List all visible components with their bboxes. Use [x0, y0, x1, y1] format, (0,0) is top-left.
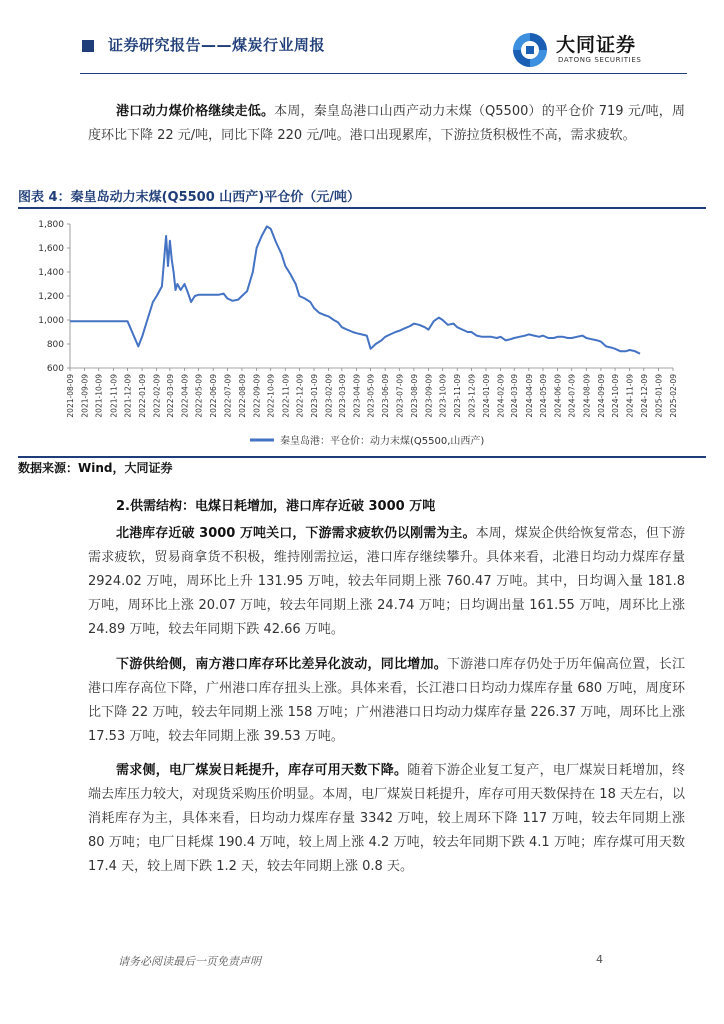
x-tick-label: 2024-01-09 — [481, 374, 491, 418]
y-tick-label: 600 — [46, 364, 64, 374]
x-tick-label: 2024-06-09 — [553, 374, 563, 418]
price-line-chart — [18, 212, 706, 457]
y-tick-label: 1,800 — [38, 220, 64, 230]
x-tick-label: 2023-11-09 — [453, 374, 463, 418]
x-tick-label: 2024-09-09 — [596, 374, 606, 418]
datong-logo-icon — [510, 30, 550, 70]
data-source: 数据来源：Wind，大同证券 — [18, 461, 173, 475]
legend-label: 秦皇岛港：平仓价：动力末煤(Q5500,山西产) — [280, 436, 485, 447]
y-tick-label: 1,400 — [38, 268, 64, 278]
paragraph-body: 下游港口库存仍处于历年偏高位置，长江港口库存高位下降，广州港口库存扭头上涨。具体来看，长江港口日均动力煤库存量 680 万吨，周度环比下降 22 万吨，较去年同期上涨 158 万吨；广州港港口日均动力煤库存量 226.37 万吨，周环比上涨 17.53 万吨，较去年同期上涨 39.53 万吨。 — [88, 657, 685, 744]
x-tick-label: 2022-10-09 — [266, 374, 276, 418]
x-tick-label: 2023-10-09 — [438, 374, 448, 418]
paragraph-south-port — [88, 653, 685, 749]
x-tick-label: 2022-07-09 — [223, 374, 233, 418]
x-tick-label: 2023-12-09 — [467, 374, 477, 418]
paragraph-body: 随着下游企业复工复产，电厂煤炭日耗增加，终端去库压力较大，对现货采购压价明显。本周，电厂煤炭日耗提升，库存可用天数保持在 18 天左右，以消耗库存为主，具体来看，日均动力煤库存量 3342 万吨，较上周环下降 117 万吨，较去年同期上涨 80 万吨；电厂日耗煤 190.4 万吨，较上周上涨 4.2 万吨，较去年同期下跌 4.1 万吨；库存煤可用天数 17.4 天，较上周下跌 1.2 天，较去年同期上涨 0.8 天。 — [88, 763, 685, 874]
paragraph-north-port — [88, 522, 685, 642]
chart-series — [70, 226, 640, 353]
x-tick-label: 2024-07-09 — [567, 374, 577, 418]
x-tick-label: 2025-01-09 — [654, 374, 664, 418]
x-tick-label: 2022-02-09 — [152, 374, 162, 418]
header-square-marker — [82, 40, 94, 52]
x-tick-label: 2023-09-09 — [424, 374, 434, 418]
y-tick-label: 800 — [46, 340, 64, 350]
chart-legend — [250, 434, 484, 447]
paragraph-body: 本周，煤炭企供给恢复常态，但下游需求疲软，贸易商拿货不积极，维持刚需拉运，港口库存继续攀升。具体来看，北港日均动力煤库存量 2924.02 万吨，周环比上升 131.95 万吨，较去年同期上涨 760.47 万吨。其中，日均调入量 181.8 万吨，周环比上涨 20.07 万吨，较去年同期上涨 24.74 万吨；日均调出量 161.55 万吨，周环比上涨 24.89 万吨，较去年同期下跌 42.66 万吨。 — [88, 526, 685, 637]
x-tick-label: 2022-05-09 — [194, 374, 204, 418]
x-tick-label: 2022-03-09 — [165, 374, 175, 418]
y-axis — [38, 220, 70, 374]
y-tick-label: 1,600 — [38, 244, 64, 254]
x-tick-label: 2022-06-09 — [209, 374, 219, 418]
x-tick-label: 2024-05-09 — [538, 374, 548, 418]
x-tick-label: 2024-10-09 — [611, 374, 621, 418]
report-title: 证券研究报告——煤炭行业周报 — [108, 36, 326, 54]
page-number: 4 — [596, 953, 603, 966]
x-tick-label: 2023-06-09 — [381, 374, 391, 418]
paragraph-lead: 需求侧，电厂煤炭日耗提升，库存可用天数下降。 — [116, 763, 408, 778]
x-tick-label: 2025-02-09 — [669, 374, 678, 418]
paragraph-demand — [88, 759, 685, 879]
x-tick-label: 2023-04-09 — [352, 374, 362, 418]
series-line — [70, 226, 640, 353]
x-tick-label: 2022-08-09 — [237, 374, 247, 418]
paragraph-port-price — [88, 100, 685, 148]
x-tick-label: 2023-08-09 — [409, 374, 419, 418]
x-tick-label: 2023-07-09 — [395, 374, 405, 418]
figure-top-rule — [18, 207, 706, 209]
y-tick-label: 1,000 — [38, 316, 64, 326]
x-axis — [66, 368, 678, 418]
paragraph-lead: 下游供给侧，南方港口库存环比差异化波动，同比增加。 — [116, 657, 447, 672]
x-tick-label: 2022-12-09 — [295, 374, 305, 418]
figure-title: 图表 4：秦皇岛动力末煤(Q5500 山西产)平仓价（元/吨） — [18, 190, 360, 205]
x-tick-label: 2021-09-09 — [80, 374, 90, 418]
x-tick-label: 2024-12-09 — [639, 374, 649, 418]
x-tick-label: 2023-03-09 — [337, 374, 347, 418]
x-tick-label: 2023-05-09 — [366, 374, 376, 418]
disclaimer-note: 请务必阅读最后一页免责声明 — [118, 955, 261, 968]
page-header — [80, 28, 680, 72]
x-tick-label: 2021-11-09 — [109, 374, 119, 418]
x-tick-label: 2021-10-09 — [94, 374, 104, 418]
x-tick-label: 2024-03-09 — [510, 374, 520, 418]
logo-english-name: DATONG SECURITIES — [558, 56, 642, 64]
x-tick-label: 2024-08-09 — [582, 374, 592, 418]
x-tick-label: 2022-01-09 — [138, 374, 148, 418]
x-tick-label: 2023-02-09 — [324, 374, 334, 418]
x-tick-label: 2022-09-09 — [252, 374, 262, 418]
company-logo — [510, 30, 690, 70]
paragraph-lead: 北港库存近破 3000 万吨关口，下游需求疲软仍以刚需为主。 — [116, 526, 476, 541]
x-tick-label: 2021-08-09 — [66, 374, 75, 418]
x-tick-label: 2022-11-09 — [281, 374, 291, 418]
x-tick-label: 2022-04-09 — [180, 374, 190, 418]
paragraph-body: 本周，秦皇岛港口山西产动力末煤（Q5500）的平仓价 719 元/吨，周度环比下降 22 元/吨，同比下降 220 元/吨。港口出现累库，下游拉货积极性不高，需求疲软。 — [88, 104, 685, 143]
x-tick-label: 2023-01-09 — [310, 374, 320, 418]
y-tick-label: 1,200 — [38, 292, 64, 302]
x-tick-label: 2024-02-09 — [496, 374, 506, 418]
x-tick-label: 2024-11-09 — [625, 374, 635, 418]
figure-bottom-rule — [18, 456, 706, 458]
x-tick-label: 2024-04-09 — [524, 374, 534, 418]
section-heading: 2.供需结构：电煤日耗增加，港口库存近破 3000 万吨 — [116, 499, 436, 514]
x-tick-label: 2021-12-09 — [123, 374, 133, 418]
header-divider — [80, 73, 687, 74]
logo-chinese-name: 大同证券 — [556, 34, 637, 56]
paragraph-lead: 港口动力煤价格继续走低。 — [116, 104, 275, 119]
